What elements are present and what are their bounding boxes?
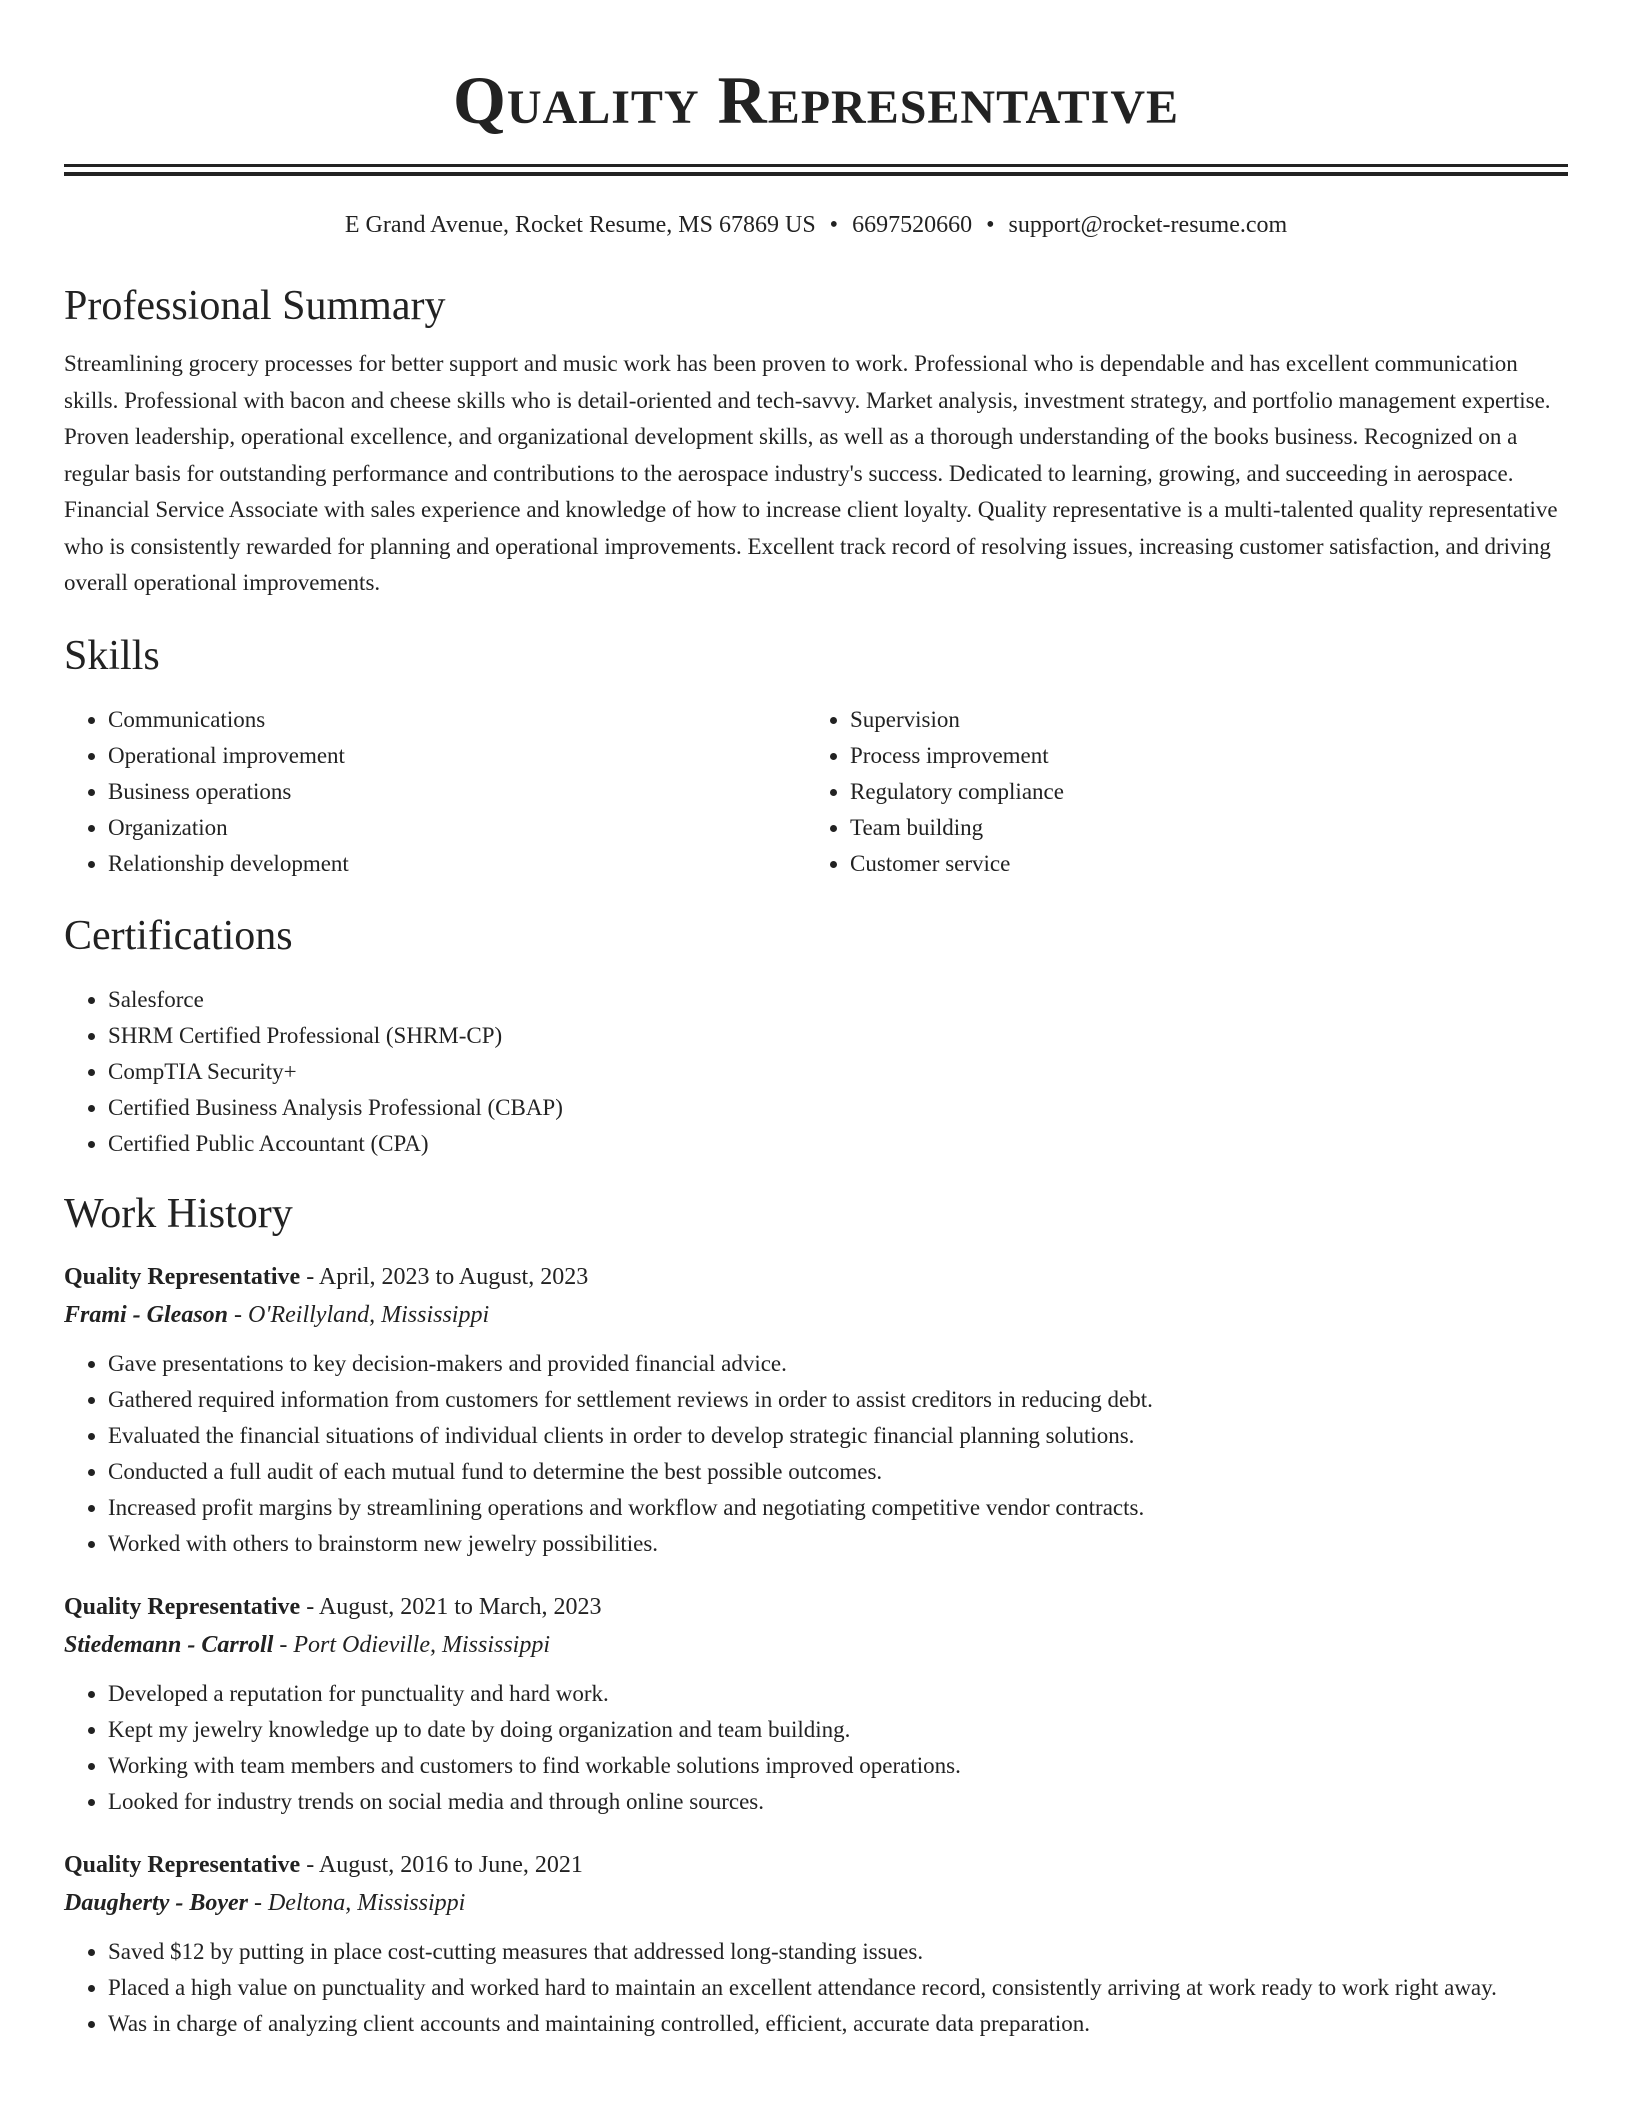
- job-bullet: • Kept my jewelry knowledge up to date by doing organization and team building.: [108, 1712, 1568, 1748]
- resume-page: [64, 0, 1568, 2042]
- skill-item: • Organization: [108, 810, 806, 846]
- skill-item: • Supervision: [850, 702, 1548, 738]
- resume-name: Quality Representative: [452, 62, 1180, 138]
- job-title: Quality Representative: [64, 1593, 301, 1620]
- job-title: Quality Representative: [64, 1263, 301, 1290]
- skills-grid: [64, 702, 1568, 882]
- skill-item: • Team building: [850, 810, 1548, 846]
- job-location: - Port Odieville, Mississippi: [273, 1631, 551, 1658]
- skills-column-right: [806, 702, 1548, 882]
- header-divider-thin: [64, 164, 1568, 167]
- job-bullet: • Was in charge of analyzing client accounts and maintaining controlled, efficient, accurate data preparation.: [108, 2006, 1568, 2042]
- certification-item: • SHRM Certified Professional (SHRM-CP): [108, 1018, 1568, 1054]
- summary-heading: Professional Summary: [64, 283, 446, 329]
- certifications-heading: Certifications: [64, 912, 293, 959]
- skills-heading: Skills: [64, 632, 160, 679]
- job-company: Frami - Gleason: [64, 1301, 229, 1328]
- job-title-line: [64, 1846, 1568, 1884]
- job-entry: [64, 1846, 1568, 2042]
- skill-item: • Regulatory compliance: [850, 774, 1548, 810]
- work-history-heading: Work History: [64, 1190, 293, 1237]
- job-bullets: [64, 1346, 1568, 1562]
- job-bullet: • Increased profit margins by streamlining operations and workflow and negotiating competitive vendor contracts.: [108, 1490, 1568, 1526]
- job-bullet: • Saved $12 by putting in place cost-cutting measures that addressed long-standing issues.: [108, 1934, 1568, 1970]
- contact-line: [64, 210, 1568, 240]
- job-title-line: [64, 1588, 1568, 1626]
- summary-text: Streamlining grocery processes for better support and music work has been proven to work. Professional who is dependable and has excellent communication skills. Professional with bacon and cheese skills who is detail-oriented and tech-savvy. Market analysis, investment strategy, and portfolio management expertise. Proven leadership, operational excellence, and organizational development skills, as well as a thorough understanding of the books business. Recognized on a regular basis for outstanding performance and contributions to the aerospace industry's success. Dedicated to learning, growing, and succeeding in aerospace. Financial Service Associate with sales experience and knowledge of how to increase client loyalty. Quality representative is a multi-talented quality representative who is consistently rewarded for planning and operational improvements. Excellent track record of resolving issues, increasing customer satisfaction, and driving overall operational improvements.: [64, 351, 1558, 595]
- job-company-line: [64, 1626, 1568, 1664]
- job-dates: - August, 2016 to June, 2021: [300, 1851, 583, 1878]
- job-bullet: • Placed a high value on punctuality and worked hard to maintain an excellent attendance record, consistently arriving at work ready to work right away.: [108, 1970, 1568, 2006]
- job-bullets: [64, 1934, 1568, 2042]
- header-divider-thick: [64, 172, 1568, 176]
- job-location: - O'Reillyland, Mississippi: [228, 1301, 490, 1328]
- job-dates: - April, 2023 to August, 2023: [300, 1263, 589, 1290]
- job-bullet: • Worked with others to brainstorm new jewelry possibilities.: [108, 1526, 1568, 1562]
- certification-item: • Salesforce: [108, 982, 1568, 1018]
- skill-item: • Customer service: [850, 846, 1548, 882]
- skill-item: • Operational improvement: [108, 738, 806, 774]
- job-entry: [64, 1588, 1568, 1820]
- skill-item: • Communications: [108, 702, 806, 738]
- job-company-line: [64, 1296, 1568, 1334]
- job-bullet: • Developed a reputation for punctuality and hard work.: [108, 1676, 1568, 1712]
- skills-column-left: [64, 702, 806, 882]
- job-company: Daugherty - Boyer: [64, 1889, 248, 1916]
- certification-item: • CompTIA Security+: [108, 1054, 1568, 1090]
- job-dates: - August, 2021 to March, 2023: [300, 1593, 602, 1620]
- job-company-line: [64, 1884, 1568, 1922]
- certification-item: • Certified Public Accountant (CPA): [108, 1126, 1568, 1162]
- contact-separator: •: [829, 212, 839, 238]
- job-bullets: [64, 1676, 1568, 1820]
- job-bullet: • Looked for industry trends on social media and through online sources.: [108, 1784, 1568, 1820]
- contact-phone: 6697520660: [852, 212, 973, 238]
- job-bullet: • Evaluated the financial situations of individual clients in order to develop strategic financial planning solutions.: [108, 1418, 1568, 1454]
- skill-item: • Business operations: [108, 774, 806, 810]
- job-bullet: • Gave presentations to key decision-makers and provided financial advice.: [108, 1346, 1568, 1382]
- skill-item: • Process improvement: [850, 738, 1548, 774]
- job-bullet: • Gathered required information from customers for settlement reviews in order to assist creditors in reducing debt.: [108, 1382, 1568, 1418]
- job-company: Stiedemann - Carroll: [64, 1631, 274, 1658]
- certification-item: • Certified Business Analysis Professional (CBAP): [108, 1090, 1568, 1126]
- skill-item: • Relationship development: [108, 846, 806, 882]
- contact-email: support@rocket-resume.com: [1008, 212, 1288, 238]
- job-title-line: [64, 1258, 1568, 1296]
- job-title: Quality Representative: [64, 1851, 301, 1878]
- job-bullet: • Working with team members and customers to find workable solutions improved operations.: [108, 1748, 1568, 1784]
- job-location: - Deltona, Mississippi: [247, 1889, 466, 1916]
- certifications-list: [64, 982, 1568, 1162]
- contact-separator: •: [986, 212, 995, 238]
- contact-address: E Grand Avenue, Rocket Resume, MS 67869 US: [344, 212, 816, 238]
- job-entry: [64, 1258, 1568, 1562]
- job-bullet: • Conducted a full audit of each mutual fund to determine the best possible outcomes.: [108, 1454, 1568, 1490]
